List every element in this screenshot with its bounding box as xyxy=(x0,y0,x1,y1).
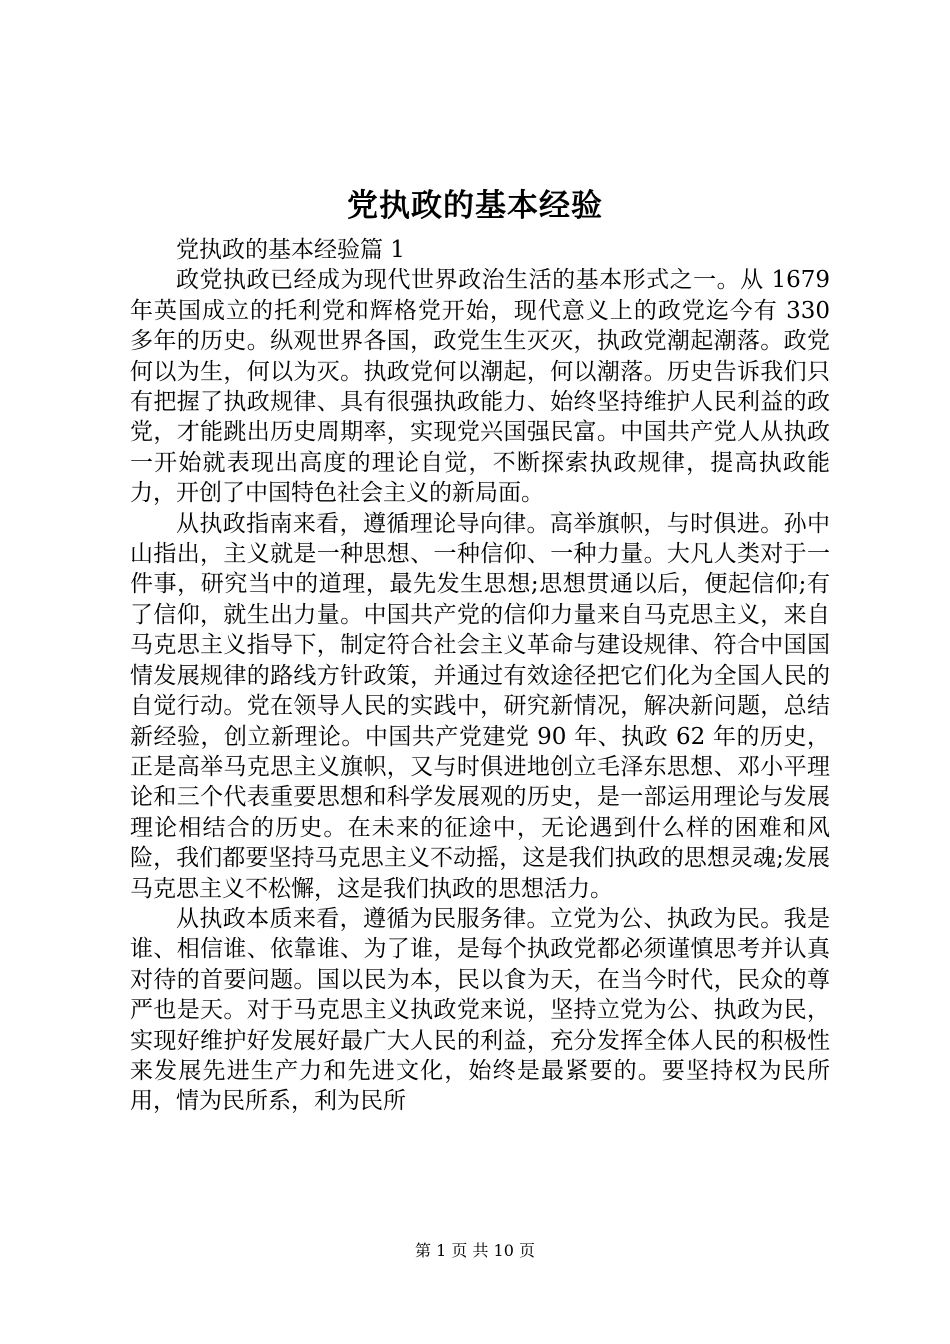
document-title: 党执政的基本经验 xyxy=(347,188,603,224)
document-body xyxy=(130,235,830,1117)
paragraph-1: 政党执政已经成为现代世界政治生活的基本形式之一。从 1679 年英国成立的托利党和辉格党开始，现代意义上的政党迄今有 330 多年的历史。纵观世界各国，政党生生灭灭，执政党潮起潮落。政党何以为生，何以为灭。执政党何以潮起，何以潮落。历史告诉我们只有把握了执政规律、具有很强执政能力、始终坚持维护人民利益的政党，才能跳出历史周期率，实现党兴国强民富。中国共产党人从执政一开始就表现出高度的理论自觉，不断探索执政规律，提高执政能力，开创了中国特色社会主义的新局面。 xyxy=(130,267,830,507)
document-subtitle: 党执政的基本经验篇 1 xyxy=(176,237,405,263)
paragraph-3: 从执政本质来看，遵循为民服务律。立党为公、执政为民。我是谁、相信谁、依靠谁、为了谁，是每个执政党都必须谨慎思考并认真对待的首要问题。国以民为本，民以食为天，在当今时代，民众的尊严也是天。对于马克思主义执政党来说，坚持立党为公、执政为民，实现好维护好发展好最广大人民的利益，充分发挥全体人民的积极性来发展先进生产力和先进文化，始终是最紧要的。要坚持权为民所用，情为民所系，利为民所 xyxy=(130,905,830,1115)
page-footer: 第 1 页 共 10 页 xyxy=(415,1241,535,1260)
paragraph-2: 从执政指南来看，遵循理论导向律。高举旗帜，与时俱进。孙中山指出，主义就是一种思想、一种信仰、一种力量。大凡人类对于一件事，研究当中的道理，最先发生思想;思想贯通以后，便起信仰;有了信仰，就生出力量。中国共产党的信仰力量来自马克思主义，来自马克思主义指导下，制定符合社会主义革命与建设规律、符合中国国情发展规律的路线方针政策，并通过有效途径把它们化为全国人民的自觉行动。党在领导人民的实践中，研究新情况，解决新问题，总结新经验，创立新理论。中国共产党建党 90 年、执政 62 年的历史，正是高举马克思主义旗帜，又与时俱进地创立毛泽东思想、邓小平理论和三个代表重要思想和科学发展观的历史，是一部运用理论与发展理论相结合的历史。在未来的征途中，无论遇到什么样的困难和风险，我们都要坚持马克思主义不动摇，这是我们执政的思想灵魂;发展马克思主义不松懈，这是我们执政的思想活力。 xyxy=(130,510,830,902)
